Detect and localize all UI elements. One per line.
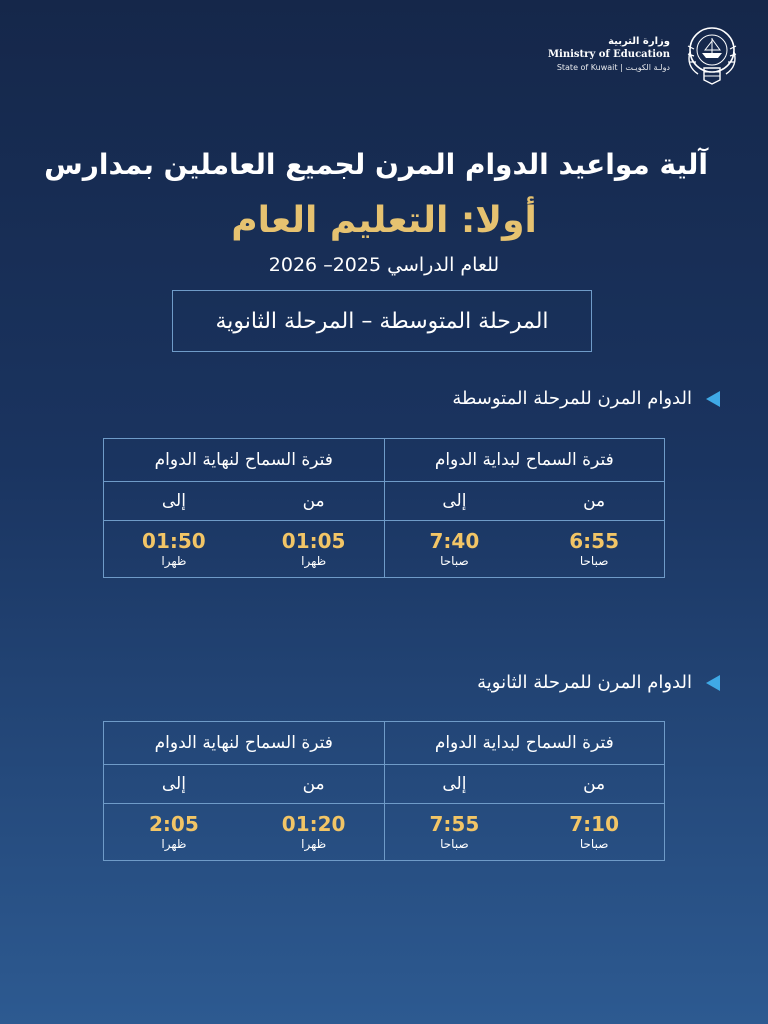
page-title: آلية مواعيد الدوام المرن لجميع العاملين بمدارس bbox=[44, 148, 708, 181]
to-period: ظهرا bbox=[161, 837, 187, 851]
from-time: 01:05 bbox=[281, 529, 346, 553]
to-time-cell bbox=[104, 521, 244, 577]
end-panel bbox=[104, 722, 385, 860]
from-time: 6:55 bbox=[569, 529, 619, 553]
page-subtitle: أولا: التعليم العام bbox=[231, 200, 537, 241]
start-panel bbox=[385, 722, 665, 860]
section-heading-intermediate bbox=[452, 388, 720, 409]
state-name-ar: دولـة الكويـت bbox=[625, 62, 670, 72]
label-row bbox=[385, 765, 665, 804]
from-time: 01:20 bbox=[281, 812, 346, 836]
state-name-en: State of Kuwait bbox=[556, 62, 618, 72]
section-heading-secondary bbox=[477, 672, 720, 693]
to-time: 7:40 bbox=[429, 529, 480, 553]
to-time-cell bbox=[385, 804, 525, 860]
schedule-table-secondary bbox=[103, 721, 665, 861]
from-label: من bbox=[583, 491, 606, 511]
to-time: 2:05 bbox=[149, 812, 199, 836]
end-panel bbox=[104, 439, 385, 577]
ministry-logo-text bbox=[548, 35, 670, 74]
to-period: ظهرا bbox=[161, 554, 187, 568]
end-panel-header: فترة السماح لنهاية الدوام bbox=[104, 722, 384, 765]
time-row bbox=[104, 804, 384, 860]
from-time-cell bbox=[244, 521, 384, 577]
from-label: من bbox=[302, 491, 325, 511]
kuwait-emblem-icon bbox=[680, 22, 744, 86]
from-label: من bbox=[583, 774, 606, 794]
start-panel-header: فترة السماح لبداية الدوام bbox=[385, 722, 665, 765]
ministry-name-en: Ministry of Education bbox=[547, 48, 670, 60]
end-panel-header: فترة السماح لنهاية الدوام bbox=[104, 439, 384, 482]
time-row bbox=[104, 521, 384, 577]
label-row bbox=[104, 765, 384, 804]
academic-year: للعام الدراسي 2025– 2026 bbox=[268, 254, 500, 276]
to-time: 01:50 bbox=[142, 529, 206, 553]
section-title: الدوام المرن للمرحلة الثانوية bbox=[477, 672, 692, 693]
to-period: صباحا bbox=[440, 837, 469, 851]
time-row bbox=[385, 804, 665, 860]
from-period: ظهرا bbox=[301, 554, 327, 568]
from-time-cell bbox=[524, 521, 664, 577]
to-time-cell bbox=[385, 521, 525, 577]
stages-box: المرحلة المتوسطة – المرحلة الثانوية bbox=[172, 290, 592, 352]
time-row bbox=[385, 521, 665, 577]
schedule-table-intermediate bbox=[103, 438, 665, 578]
start-panel-header: فترة السماح لبداية الدوام bbox=[385, 439, 665, 482]
state-separator: | bbox=[620, 62, 623, 72]
ministry-name-ar: وزارة التربية bbox=[608, 35, 670, 47]
from-period: ظهرا bbox=[301, 837, 327, 851]
start-panel bbox=[385, 439, 665, 577]
from-time-cell bbox=[244, 804, 384, 860]
to-label: إلى bbox=[442, 774, 467, 794]
section-title: الدوام المرن للمرحلة المتوسطة bbox=[452, 388, 692, 409]
from-time: 7:10 bbox=[569, 812, 619, 836]
from-period: صباحا bbox=[579, 554, 609, 568]
label-row bbox=[385, 482, 665, 521]
to-period: صباحا bbox=[440, 554, 469, 568]
from-label: من bbox=[302, 774, 325, 794]
triangle-bullet-icon bbox=[706, 391, 720, 407]
triangle-bullet-icon bbox=[706, 675, 720, 691]
to-label: إلى bbox=[442, 491, 467, 511]
from-time-cell bbox=[524, 804, 664, 860]
to-time-cell bbox=[104, 804, 244, 860]
to-time: 7:55 bbox=[429, 812, 480, 836]
from-period: صباحا bbox=[579, 837, 609, 851]
to-label: إلى bbox=[161, 491, 186, 511]
state-name bbox=[548, 62, 670, 74]
to-label: إلى bbox=[161, 774, 186, 794]
ministry-logo bbox=[548, 22, 744, 86]
label-row bbox=[104, 482, 384, 521]
